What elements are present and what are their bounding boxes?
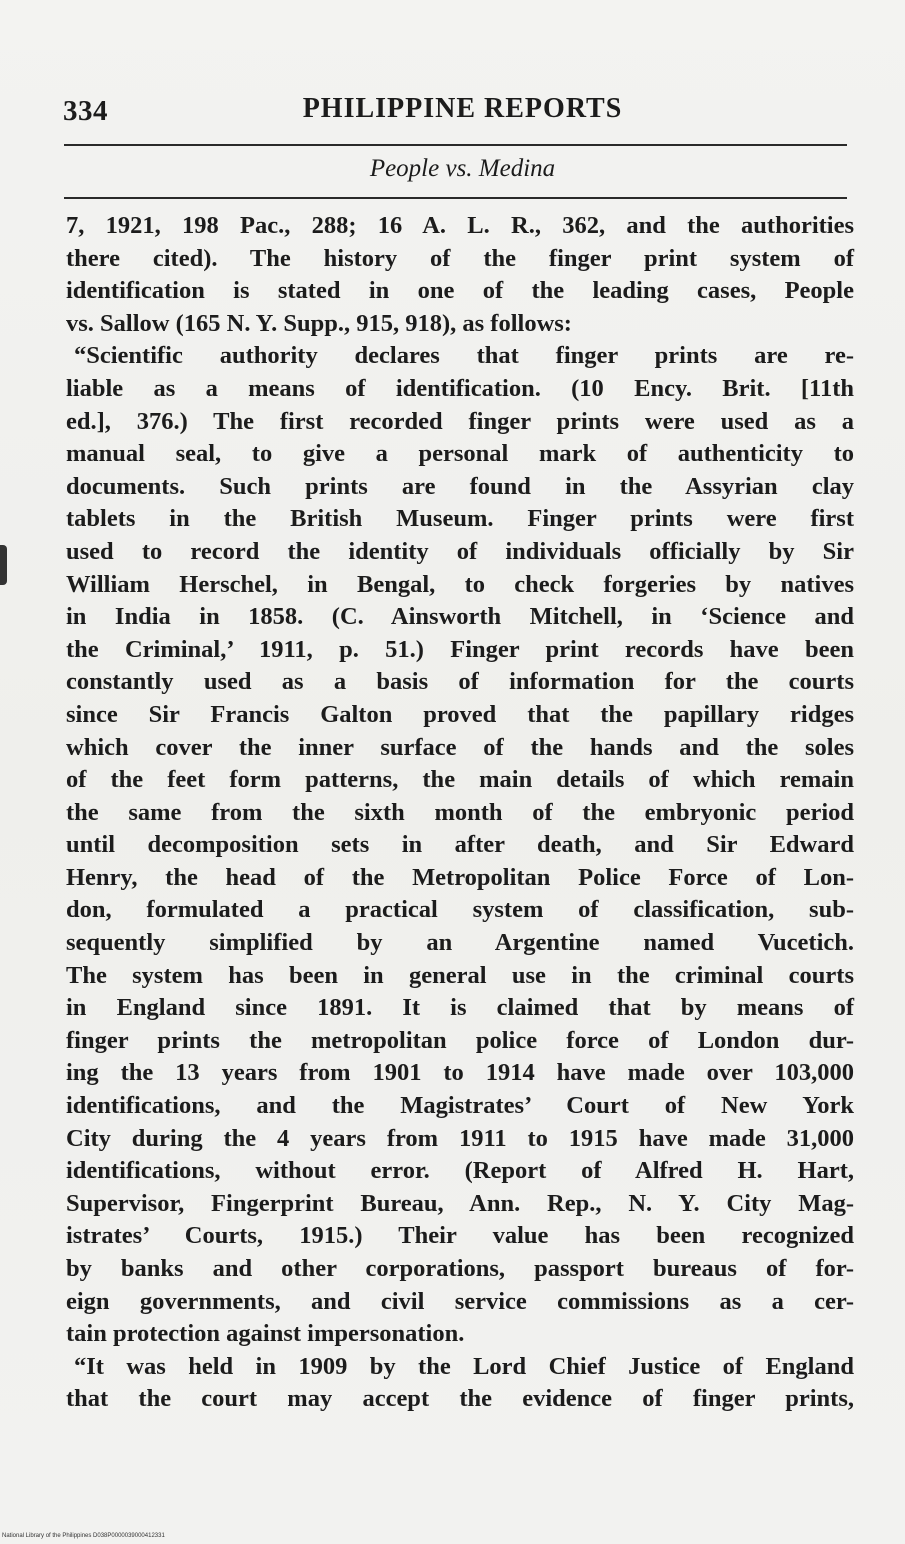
text-line: there cited). The history of the finger print system of — [66, 244, 854, 272]
text-line: identification is stated in one of the leading cases, People — [66, 277, 854, 305]
text-line: Supervisor, Fingerprint Bureau, Ann. Rep., N. Y. City Mag- — [66, 1189, 854, 1217]
text-line: manual seal, to give a personal mark of authenticity to — [66, 440, 854, 468]
body-text — [66, 210, 854, 1416]
text-line: tain protection against impersonation. — [66, 1320, 465, 1348]
text-line: which cover the inner surface of the hands and the soles — [66, 733, 854, 761]
text-line: documents. Such prints are found in the Assyrian clay — [66, 472, 854, 500]
text-line: in India in 1858. (C. Ainsworth Mitchell, in ‘Science and — [66, 603, 854, 631]
text-line: the Criminal,’ 1911, p. 51.) Finger print records have been — [66, 635, 854, 663]
text-line: since Sir Francis Galton proved that the papillary ridges — [66, 700, 854, 728]
text-line: until decomposition sets in after death, and Sir Edward — [66, 831, 854, 859]
text-line: by banks and other corporations, passport bureaus of for- — [66, 1255, 854, 1282]
text-line: “It was held in 1909 by the Lord Chief Justice of England — [74, 1352, 854, 1380]
binding-mark — [0, 545, 7, 585]
text-line: Henry, the head of the Metropolitan Police Force of Lon- — [66, 863, 854, 891]
text-line: in England since 1891. It is claimed that by means of — [66, 994, 854, 1022]
text-line: vs. Sallow (165 N. Y. Supp., 915, 918), as follows: — [66, 309, 572, 337]
text-line: finger prints the metropolitan police force of London dur- — [66, 1026, 854, 1054]
text-line: identifications, without error. (Report of Alfred H. Hart, — [66, 1157, 854, 1185]
text-line: ed.], 376.) The first recorded finger prints were used as a — [66, 407, 854, 435]
text-line: that the court may accept the evidence of finger prints, — [66, 1385, 854, 1413]
text-line: constantly used as a basis of information for the courts — [66, 668, 854, 696]
case-title: People vs. Medina — [369, 155, 556, 182]
text-line: identifications, and the Magistrates’ Court of New York — [66, 1092, 854, 1120]
text-line: the same from the sixth month of the embryonic period — [66, 798, 854, 826]
source-footer: National Library of the Philippines D038P0000039000412331 — [2, 1533, 165, 1539]
text-line: sequently simplified by an Argentine named Vucetich. — [66, 929, 854, 957]
text-line: The system has been in general use in the criminal courts — [66, 961, 854, 989]
text-line: eign governments, and civil service commissions as a cer- — [66, 1287, 854, 1315]
header-rule-bottom — [64, 197, 847, 199]
text-line: liable as a means of identification. (10 Ency. Brit. [11th — [66, 374, 854, 402]
text-line: 7, 1921, 198 Pac., 288; 16 A. L. R., 362, and the authorities — [66, 212, 854, 239]
text-line: tablets in the British Museum. Finger prints were first — [66, 505, 854, 533]
text-line: used to record the identity of individuals officially by Sir — [66, 537, 854, 565]
text-line: istrates’ Courts, 1915.) Their value has been recognized — [66, 1222, 854, 1250]
header-rule-top — [64, 144, 847, 146]
running-title: PHILIPPINE REPORTS — [302, 93, 623, 124]
page-number: 334 — [63, 95, 108, 127]
text-line: William Herschel, in Bengal, to check forgeries by natives — [66, 570, 854, 598]
text-line: City during the 4 years from 1911 to 1915 have made 31,000 — [66, 1124, 854, 1152]
text-line: don, formulated a practical system of classification, sub- — [66, 896, 854, 924]
text-line: “Scientific authority declares that finger prints are re- — [74, 342, 854, 370]
text-line: ing the 13 years from 1901 to 1914 have made over 103,000 — [66, 1059, 854, 1087]
text-line: of the feet form patterns, the main details of which remain — [66, 766, 854, 794]
